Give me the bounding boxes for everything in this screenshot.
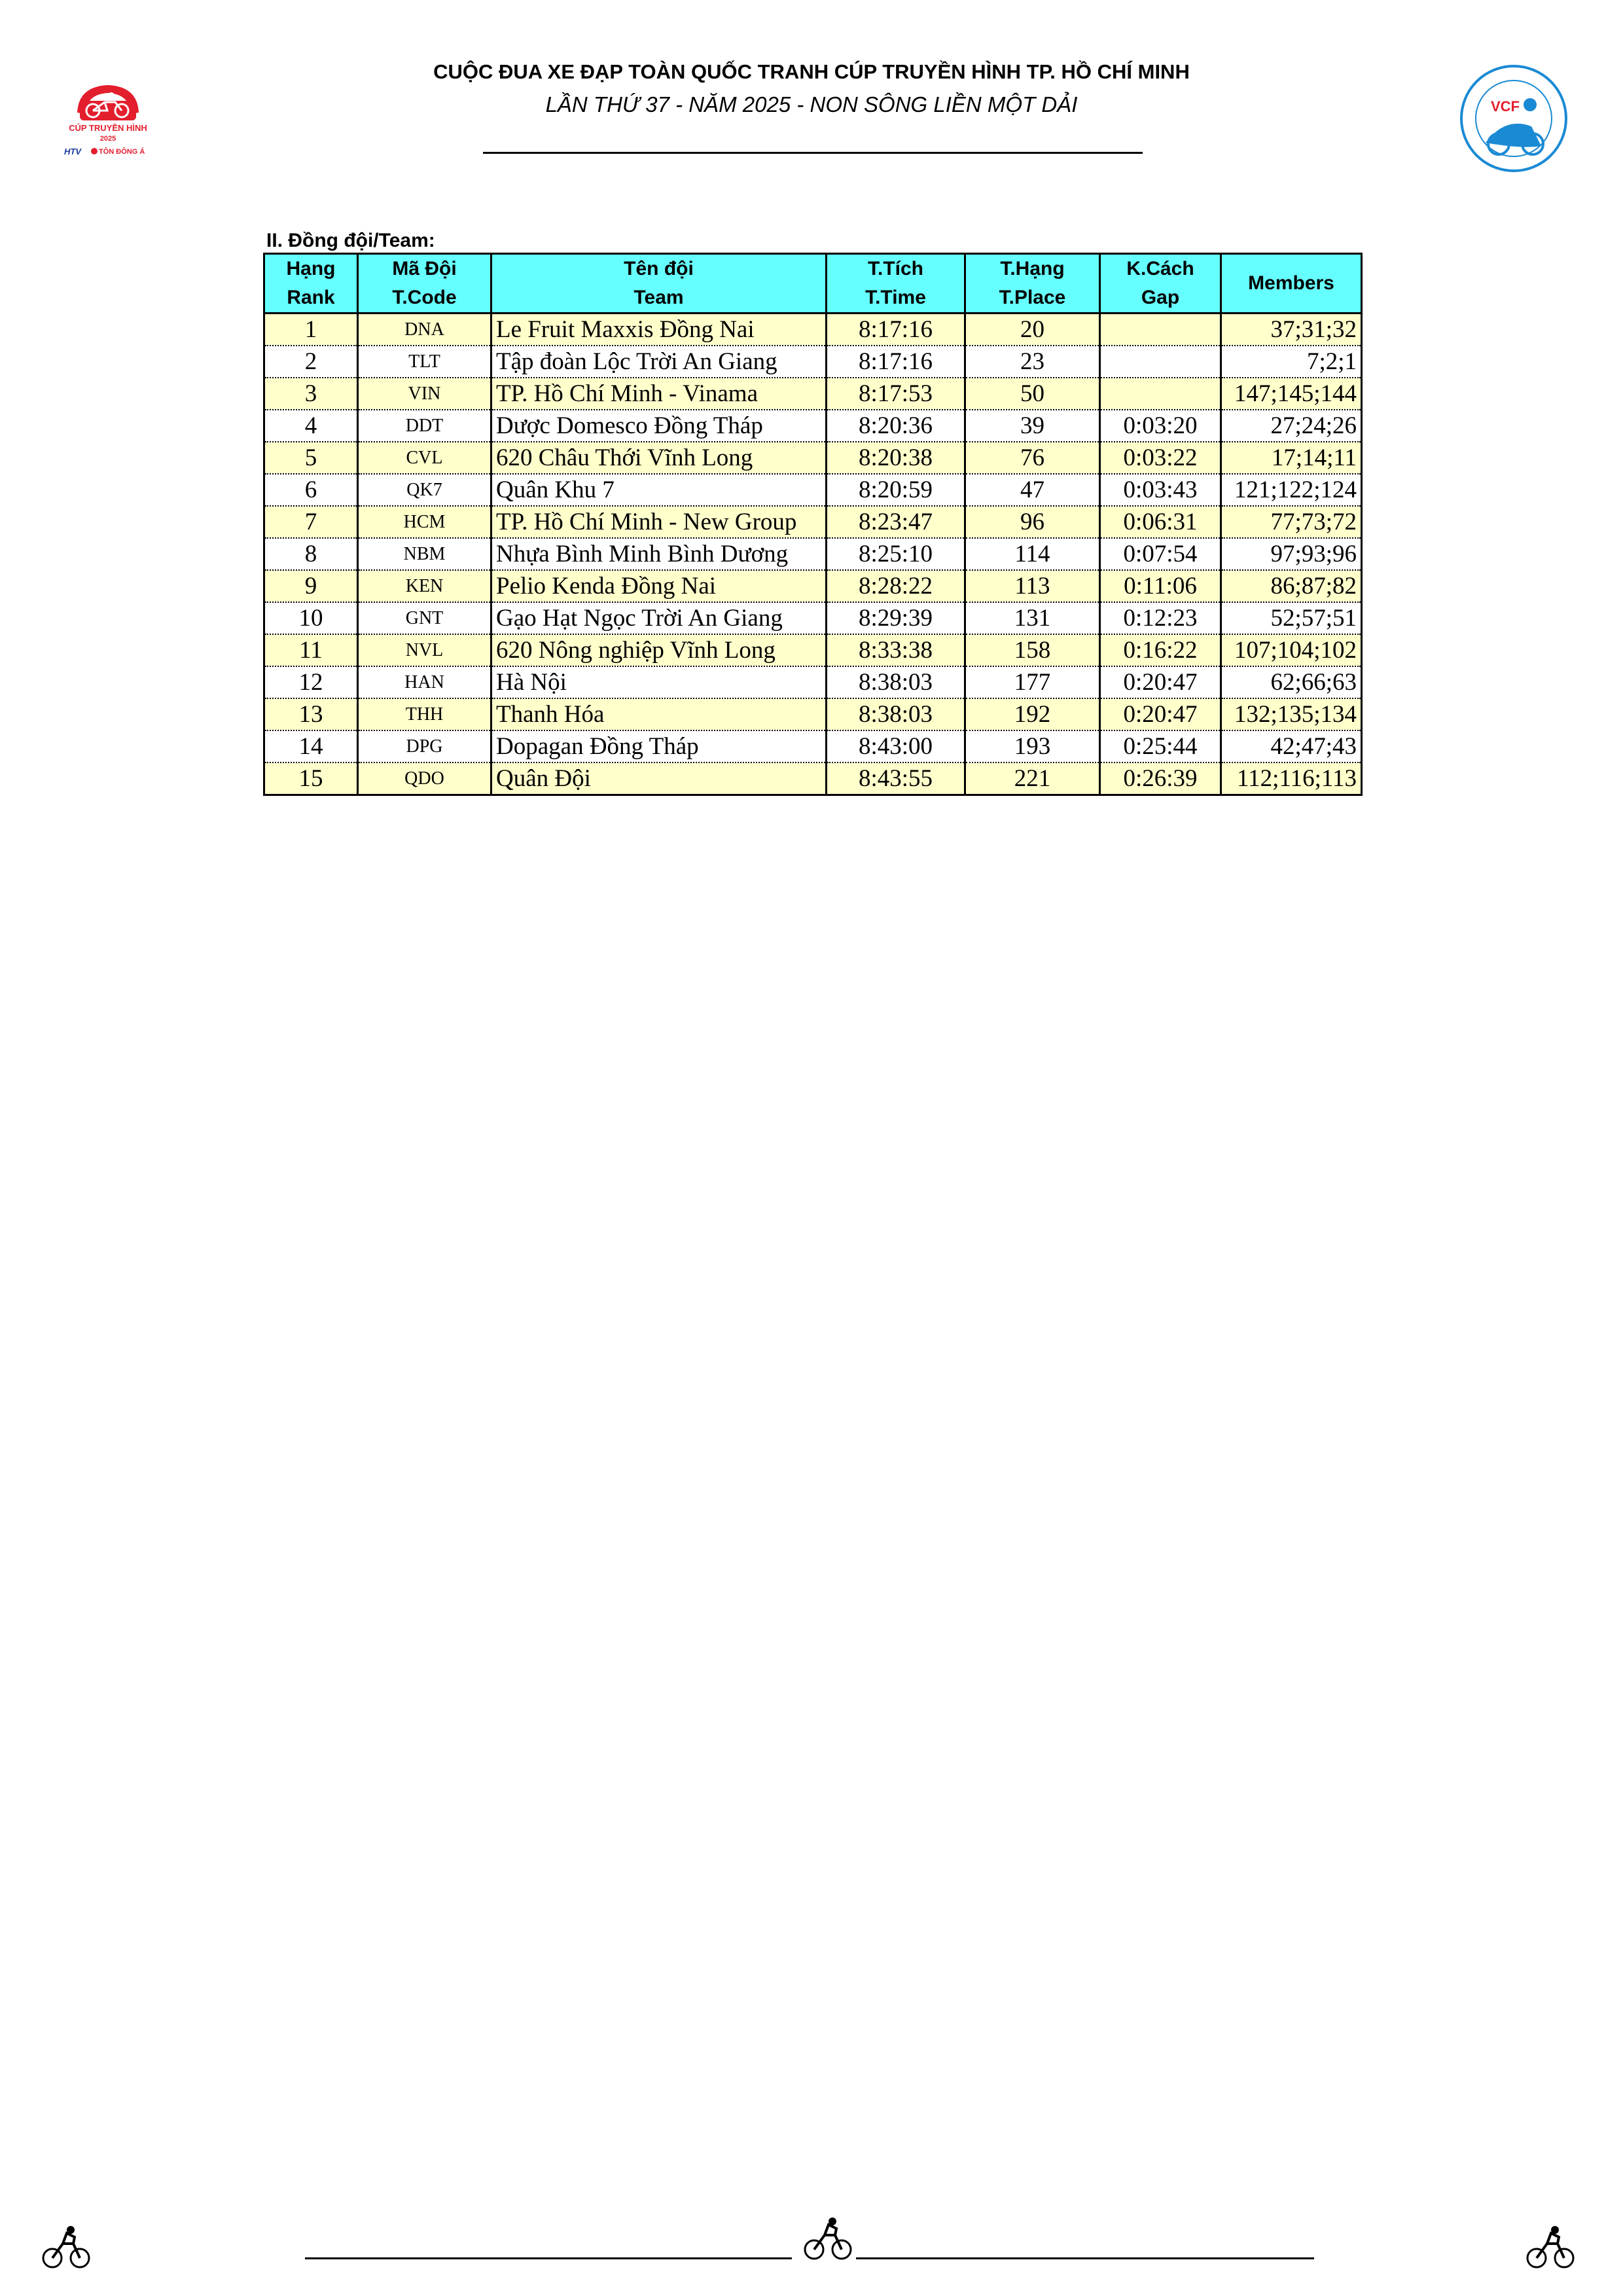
rank-cell: 8 [264,538,358,570]
members-cell: 17;14;11 [1221,442,1362,474]
table-row [264,762,1362,795]
rank-cell: 10 [264,602,358,634]
team-name-cell: TP. Hồ Chí Minh - New Group [491,506,827,538]
total-place-cell: 113 [965,570,1100,602]
table-row [264,314,1362,346]
total-place-cell: 177 [965,666,1100,698]
team-code-cell: HAN [358,666,491,698]
table-row [264,442,1362,474]
table-row [264,474,1362,506]
table-row [264,538,1362,570]
section-title: II. Đồng đội/Team: [266,230,435,251]
table-row [264,346,1362,378]
gap-cell: 0:03:20 [1100,410,1221,442]
gap-cell: 0:12:23 [1100,602,1221,634]
team-code-cell: DDT [358,410,491,442]
team-code-cell: VIN [358,378,491,410]
total-time-cell: 8:20:59 [827,474,965,506]
team-name-cell: Pelio Kenda Đồng Nai [491,570,827,602]
table-row [264,698,1362,730]
team-name-cell: Quân Đội [491,762,827,795]
gap-cell: 0:20:47 [1100,666,1221,698]
team-code-cell: TLT [358,346,491,378]
total-place-cell: 23 [965,346,1100,378]
team-name-cell: Le Fruit Maxxis Đồng Nai [491,314,827,346]
total-time-cell: 8:28:22 [827,570,965,602]
members-cell: 27;24;26 [1221,410,1362,442]
cyclist-silhouette-icon [802,2215,853,2263]
team-results-table [263,253,1363,796]
team-name-cell: Dược Domesco Đồng Tháp [491,410,827,442]
members-cell: 37;31;32 [1221,314,1362,346]
team-code-cell: THH [358,698,491,730]
total-time-cell: 8:43:55 [827,762,965,795]
total-place-cell: 158 [965,634,1100,666]
total-place-cell: 76 [965,442,1100,474]
cyclist-silhouette-icon [1525,2224,1576,2271]
gap-cell: 0:06:31 [1100,506,1221,538]
members-cell: 147;145;144 [1221,378,1362,410]
team-code-cell: KEN [358,570,491,602]
table-row [264,666,1362,698]
team-code-cell: CVL [358,442,491,474]
total-place-cell: 20 [965,314,1100,346]
vcf-logo [1459,64,1568,173]
total-place-cell: 192 [965,698,1100,730]
table-row [264,570,1362,602]
team-name-cell: Dopagan Đồng Tháp [491,730,827,762]
page-title: CUỘC ĐUA XE ĐẠP TOÀN QUỐC TRANH CÚP TRUYỀN HÌNH TP. HỒ CHÍ MINH [433,60,1190,83]
team-name-cell: Nhựa Bình Minh Bình Dương [491,538,827,570]
header-team: Tên đội Team [491,254,827,314]
header-time: T.Tích T.Time [827,254,965,314]
header-rank: Hạng Rank [264,254,358,314]
gap-cell: 0:03:43 [1100,474,1221,506]
team-code-cell: NBM [358,538,491,570]
team-name-cell: Hà Nội [491,666,827,698]
total-time-cell: 8:33:38 [827,634,965,666]
table-row [264,506,1362,538]
table-row [264,378,1362,410]
team-name-cell: TP. Hồ Chí Minh - Vinama [491,378,827,410]
members-cell: 97;93;96 [1221,538,1362,570]
rank-cell: 2 [264,346,358,378]
gap-cell [1100,378,1221,410]
rank-cell: 7 [264,506,358,538]
team-code-cell: HCM [358,506,491,538]
header-code: Mã Đội T.Code [358,254,491,314]
team-code-cell: QDO [358,762,491,795]
rank-cell: 15 [264,762,358,795]
svg-text:TÔN ĐÔNG Á: TÔN ĐÔNG Á [99,148,145,156]
members-cell: 121;122;124 [1221,474,1362,506]
table-row [264,730,1362,762]
team-name-cell: Gạo Hạt Ngọc Trời An Giang [491,602,827,634]
gap-cell: 0:16:22 [1100,634,1221,666]
members-cell: 77;73;72 [1221,506,1362,538]
team-code-cell: DNA [358,314,491,346]
header-divider [483,152,1143,154]
total-time-cell: 8:20:36 [827,410,965,442]
header-gap: K.Cách Gap [1100,254,1221,314]
total-time-cell: 8:17:16 [827,346,965,378]
rank-cell: 5 [264,442,358,474]
vcf-emblem-icon [1459,64,1568,173]
gap-cell [1100,346,1221,378]
total-place-cell: 39 [965,410,1100,442]
members-cell: 7;2;1 [1221,346,1362,378]
team-name-cell: Thanh Hóa [491,698,827,730]
svg-text:2025: 2025 [99,135,116,143]
rank-cell: 3 [264,378,358,410]
gap-cell: 0:03:22 [1100,442,1221,474]
team-code-cell: QK7 [358,474,491,506]
gap-cell: 0:25:44 [1100,730,1221,762]
gap-cell: 0:11:06 [1100,570,1221,602]
table-row [264,410,1362,442]
team-code-cell: NVL [358,634,491,666]
header-place: T.Hạng T.Place [965,254,1100,314]
team-code-cell: GNT [358,602,491,634]
total-time-cell: 8:29:39 [827,602,965,634]
total-time-cell: 8:23:47 [827,506,965,538]
svg-text:VCF: VCF [1491,98,1520,115]
total-place-cell: 131 [965,602,1100,634]
total-time-cell: 8:25:10 [827,538,965,570]
svg-text:HTV: HTV [64,147,81,156]
team-name-cell: Tập đoàn Lộc Trời An Giang [491,346,827,378]
gap-cell: 0:20:47 [1100,698,1221,730]
total-time-cell: 8:38:03 [827,698,965,730]
members-cell: 112;116;113 [1221,762,1362,795]
team-code-cell: DPG [358,730,491,762]
footer-divider-right [856,2257,1314,2259]
rank-cell: 9 [264,570,358,602]
total-time-cell: 8:43:00 [827,730,965,762]
total-time-cell: 8:38:03 [827,666,965,698]
rank-cell: 12 [264,666,358,698]
page-subtitle: LẦN THỨ 37 - NĂM 2025 - NON SÔNG LIỀN MỘT DẢI [545,92,1078,117]
table-header-row [264,254,1362,314]
svg-text:CÚP TRUYỀN HÌNH: CÚP TRUYỀN HÌNH [69,123,147,133]
members-cell: 132;135;134 [1221,698,1362,730]
header-members: Members [1221,254,1362,314]
total-place-cell: 96 [965,506,1100,538]
total-place-cell: 47 [965,474,1100,506]
members-cell: 62;66;63 [1221,666,1362,698]
total-place-cell: 114 [965,538,1100,570]
members-cell: 86;87;82 [1221,570,1362,602]
gap-cell: 0:26:39 [1100,762,1221,795]
footer-divider-left [305,2257,792,2259]
total-time-cell: 8:17:16 [827,314,965,346]
table-row [264,634,1362,666]
rank-cell: 11 [264,634,358,666]
gap-cell [1100,314,1221,346]
total-place-cell: 50 [965,378,1100,410]
rank-cell: 1 [264,314,358,346]
team-name-cell: 620 Châu Thới Vĩnh Long [491,442,827,474]
total-time-cell: 8:17:53 [827,378,965,410]
total-place-cell: 193 [965,730,1100,762]
rank-cell: 13 [264,698,358,730]
rank-cell: 14 [264,730,358,762]
gap-cell: 0:07:54 [1100,538,1221,570]
total-place-cell: 221 [965,762,1100,795]
cyclist-silhouette-icon [41,2224,92,2271]
rank-cell: 6 [264,474,358,506]
members-cell: 107;104;102 [1221,634,1362,666]
members-cell: 42;47;43 [1221,730,1362,762]
team-name-cell: 620 Nông nghiệp Vĩnh Long [491,634,827,666]
members-cell: 52;57;51 [1221,602,1362,634]
table-row [264,602,1362,634]
total-time-cell: 8:20:38 [827,442,965,474]
rank-cell: 4 [264,410,358,442]
team-name-cell: Quân Khu 7 [491,474,827,506]
